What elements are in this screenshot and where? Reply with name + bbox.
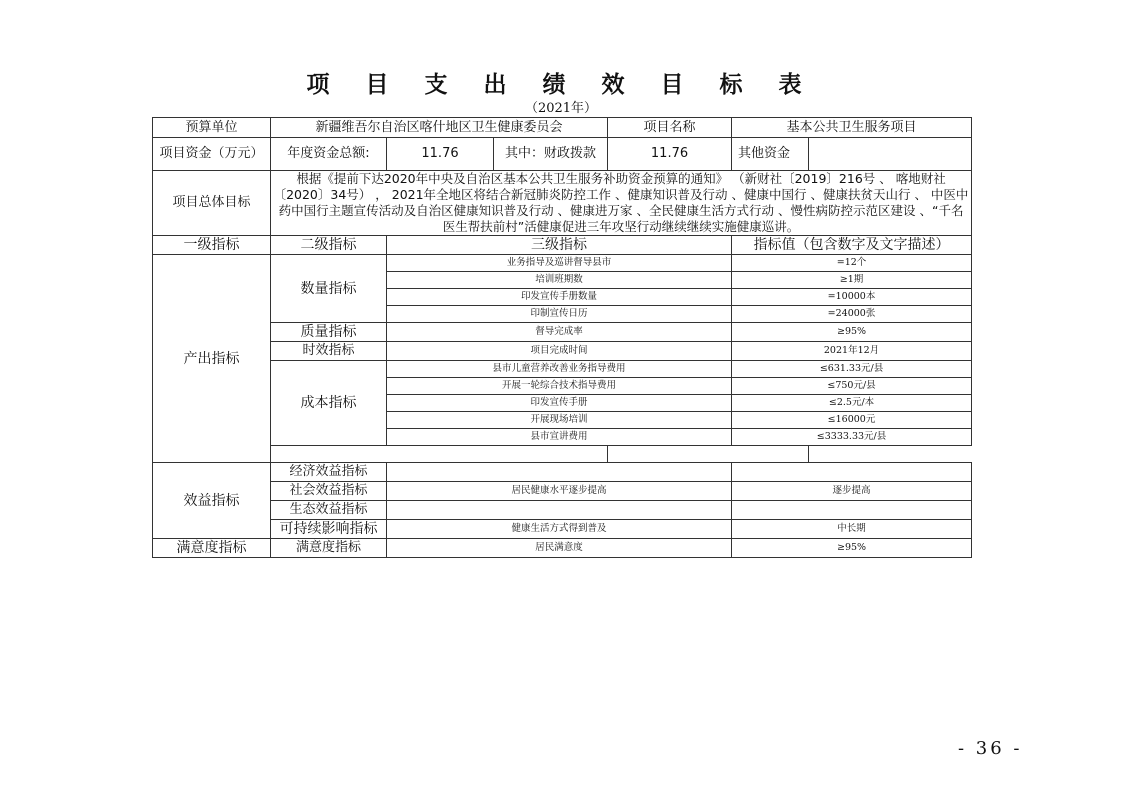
overview-row — [153, 171, 972, 236]
table-row — [153, 255, 972, 272]
table-row — [153, 342, 972, 361]
quantity-item-value: =10000本 — [732, 289, 972, 306]
overview-label: 项目总体目标 — [153, 171, 271, 236]
timeliness-label: 时效指标 — [271, 342, 387, 361]
quantity-item-value: =12个 — [732, 255, 972, 272]
spacer-cell — [271, 446, 608, 463]
column-header-level3: 三级指标 — [387, 236, 732, 255]
page-title: 项 目 支 出 绩 效 目 标 表 — [306, 72, 816, 98]
benefit-item-value — [732, 463, 972, 482]
cost-item-value: ≤750元/县 — [732, 378, 972, 395]
table-row — [153, 463, 972, 482]
benefit-label: 社会效益指标 — [271, 482, 387, 501]
cost-item-value: ≤16000元 — [732, 412, 972, 429]
performance-target-table — [152, 117, 972, 558]
other-funds-value — [809, 138, 972, 171]
cost-item-name: 县市儿童营养改善业务指导费用 — [387, 361, 732, 378]
fiscal-value: 11.76 — [608, 138, 732, 171]
quality-label: 质量指标 — [271, 323, 387, 342]
output-level1: 产出指标 — [153, 255, 271, 463]
satisfaction-item-value: ≥95% — [732, 539, 972, 558]
funds-label: 项目资金（万元） — [153, 138, 271, 171]
table-row — [153, 482, 972, 501]
budget-unit-row — [153, 118, 972, 138]
quality-item-value: ≥95% — [732, 323, 972, 342]
project-name-value: 基本公共卫生服务项目 — [732, 118, 972, 138]
benefit-item-value: 中长期 — [732, 520, 972, 539]
benefit-label: 生态效益指标 — [271, 501, 387, 520]
quantity-label: 数量指标 — [271, 255, 387, 323]
column-header-level1: 一级指标 — [153, 236, 271, 255]
benefit-item-name — [387, 463, 732, 482]
quantity-item-name: 印制宣传日历 — [387, 306, 732, 323]
benefit-item-name: 居民健康水平逐步提高 — [387, 482, 732, 501]
page-number: - 36 - — [958, 738, 1023, 759]
table-row — [153, 361, 972, 378]
cost-label: 成本指标 — [271, 361, 387, 446]
overview-text: 根据《提前下达2020年中央及自治区基本公共卫生服务补助资金预算的通知》 （新财社〔2019〕216号 、 喀地财社〔2020〕34号） ， 2021年全地区将结合新冠肺炎防控工作 、健康知识普及行动 、健康中国行 、健康扶贫天山行 、 中医中药中国行主题宣传活动及自治区健康知识普及行动 、健康进万家 、全民健康生活方式行动 、慢性病防控示范区建设 、“千名医生帮扶前村”活健康促进三年攻坚行动继续继续实施健康巡讲。 — [271, 171, 972, 236]
table-row — [153, 501, 972, 520]
table-row — [153, 520, 972, 539]
benefit-item-value — [732, 501, 972, 520]
annual-total-value: 11.76 — [387, 138, 494, 171]
column-header-value: 指标值（包含数字及文字描述） — [732, 236, 972, 255]
satisfaction-level1: 满意度指标 — [153, 539, 271, 558]
benefit-item-value: 逐步提高 — [732, 482, 972, 501]
cost-item-name: 开展现场培训 — [387, 412, 732, 429]
table-row — [153, 446, 972, 463]
quantity-item-name: 培训班期数 — [387, 272, 732, 289]
other-funds-label: 其他资金 — [732, 138, 809, 171]
budget-unit-label: 预算单位 — [153, 118, 271, 138]
quantity-item-value: ≥1期 — [732, 272, 972, 289]
quality-item-name: 督导完成率 — [387, 323, 732, 342]
page-subtitle: （2021年） — [524, 101, 598, 116]
benefit-label: 可持续影响指标 — [271, 520, 387, 539]
cost-item-name: 开展一轮综合技术指导费用 — [387, 378, 732, 395]
spacer-cell — [608, 446, 809, 463]
cost-item-name: 印发宣传手册 — [387, 395, 732, 412]
funds-row — [153, 138, 972, 171]
satisfaction-label: 满意度指标 — [271, 539, 387, 558]
quantity-item-name: 印发宣传手册数量 — [387, 289, 732, 306]
benefit-item-name — [387, 501, 732, 520]
timeliness-item-name: 项目完成时间 — [387, 342, 732, 361]
table-row — [153, 539, 972, 558]
budget-unit-value: 新疆维吾尔自治区喀什地区卫生健康委员会 — [271, 118, 608, 138]
cost-item-value: ≤3333.33元/县 — [732, 429, 972, 446]
project-name-label: 项目名称 — [608, 118, 732, 138]
timeliness-item-value: 2021年12月 — [732, 342, 972, 361]
benefit-item-name: 健康生活方式得到普及 — [387, 520, 732, 539]
annual-total-label: 年度资金总额: — [271, 138, 387, 171]
satisfaction-item-name: 居民满意度 — [387, 539, 732, 558]
table-row — [153, 323, 972, 342]
quantity-item-value: =24000张 — [732, 306, 972, 323]
benefit-level1: 效益指标 — [153, 463, 271, 539]
fiscal-label: 其中：财政拨款 — [494, 138, 608, 171]
column-header-row — [153, 236, 972, 255]
quantity-item-name: 业务指导及巡讲督导县市 — [387, 255, 732, 272]
column-header-level2: 二级指标 — [271, 236, 387, 255]
cost-item-name: 县市宣讲费用 — [387, 429, 732, 446]
cost-item-value: ≤2.5元/本 — [732, 395, 972, 412]
benefit-label: 经济效益指标 — [271, 463, 387, 482]
cost-item-value: ≤631.33元/县 — [732, 361, 972, 378]
